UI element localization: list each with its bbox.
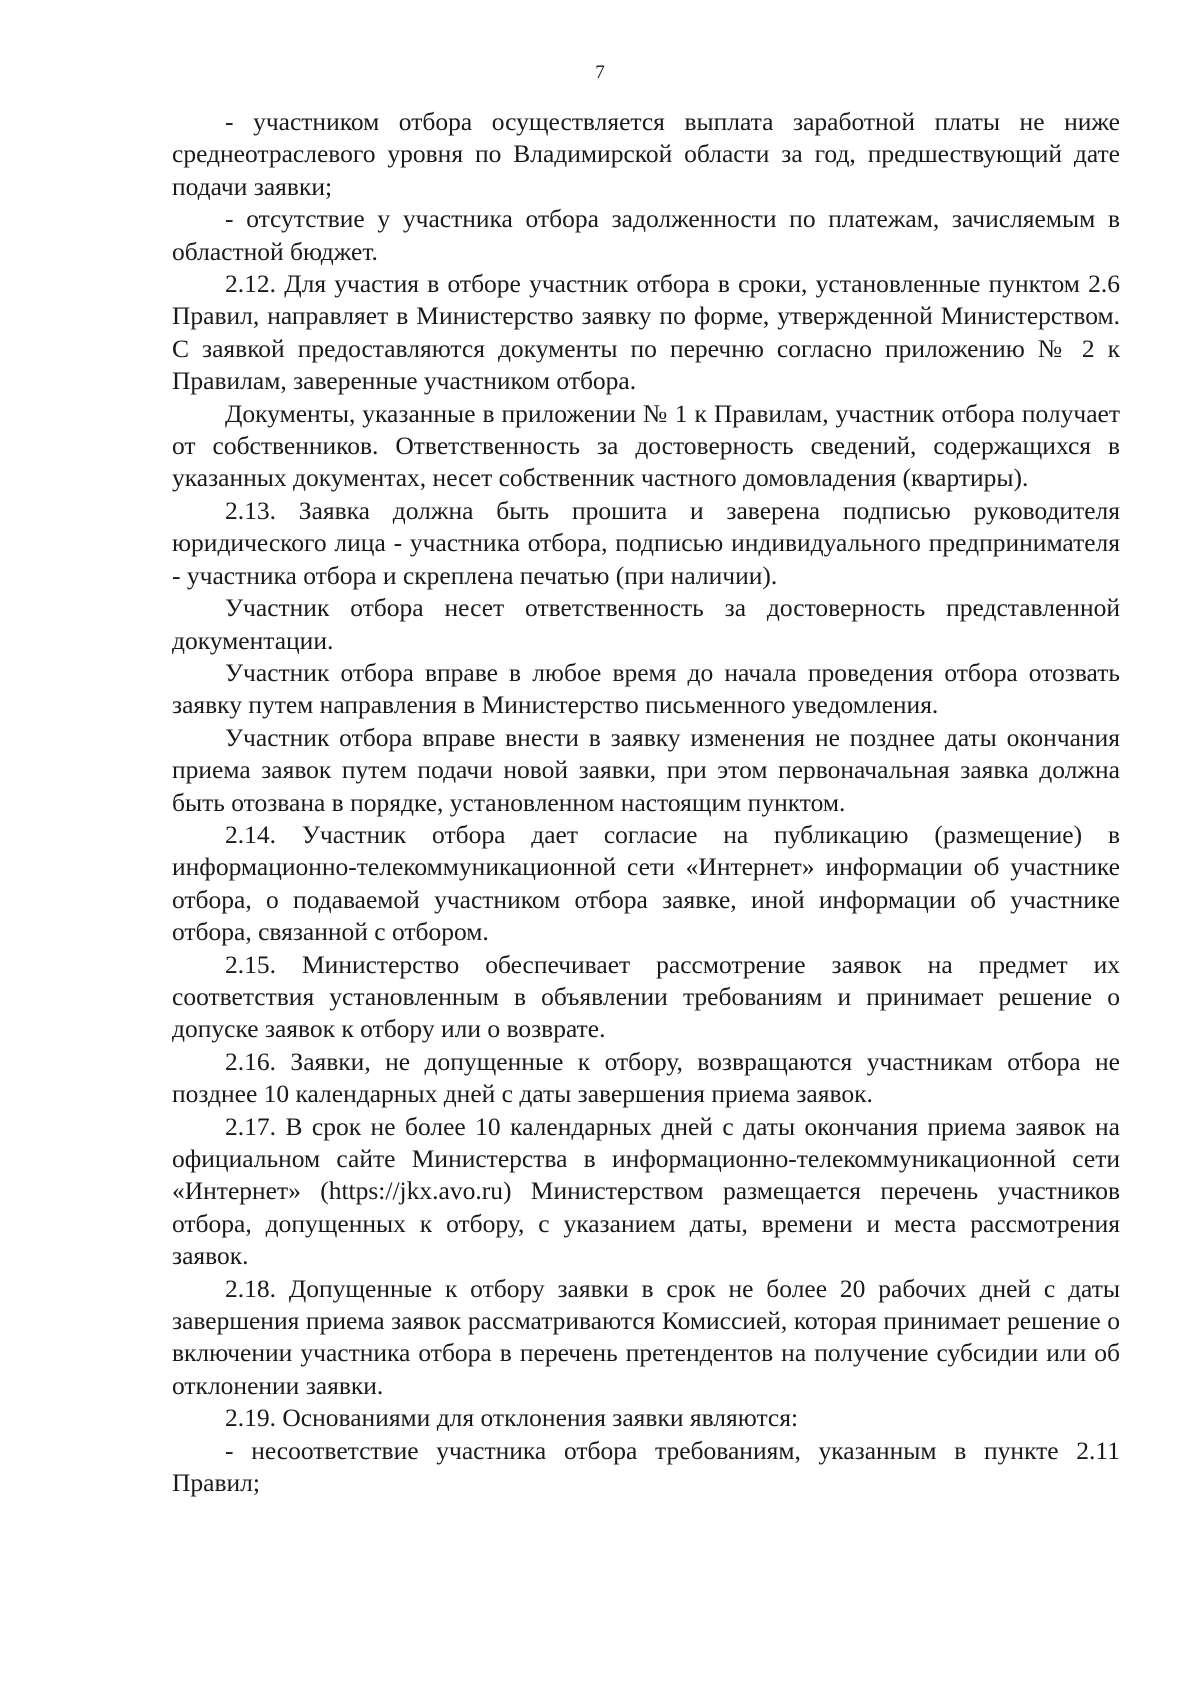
paragraph: Участник отбора вправе внести в заявку изменения не позднее даты окончания приема заявок путем подачи новой заявки, при этом первоначальная заявка должна быть отозвана в порядке, установленном настоящим пунктом. (172, 722, 1120, 817)
document-body (172, 106, 1120, 1499)
paragraph: Документы, указанные в приложении № 1 к Правилам, участник отбора получает от собственников. Ответственность за достоверность сведений, содержащихся в указанных документах, несет собственник частного домовладения (квартиры). (172, 398, 1120, 493)
paragraph: 2.18. Допущенные к отбору заявки в срок не более 20 рабочих дней с даты завершения приема заявок рассматриваются Комиссией, которая принимает решение о включении участника отбора в перечень претендентов на получение субсидии или об отклонении заявки. (172, 1273, 1120, 1400)
paragraph: 2.19. Основаниями для отклонения заявки являются: (225, 1403, 799, 1433)
paragraph: 2.17. В срок не более 10 календарных дней с даты окончания приема заявок на официальном сайте Министерства в информационно-телекоммуникационной сети «Интернет» (https://jkx.avo.ru) Министерством размещается перечень участников отбора, допущенных к отбору, с указанием даты, времени и места рассмотрения заявок. (172, 1111, 1120, 1271)
paragraph: - несоответствие участника отбора требованиям, указанным в пункте 2.11 Правил; (172, 1435, 1120, 1498)
paragraph: 2.12. Для участия в отборе участник отбора в сроки, установленные пунктом 2.6 Правил, направляет в Министерство заявку по форме, утвержденной Министерством. С заявкой предоставляются документы по перечню согласно приложению № 2 к Правилам, заверенные участником отбора. (172, 269, 1120, 396)
page-number: 7 (595, 62, 605, 83)
paragraph: 2.13. Заявка должна быть прошита и заверена подписью руководителя юридического лица - участника отбора, подписью индивидуального предпринимателя - участника отбора и скреплена печатью (при наличии). (172, 495, 1120, 590)
paragraph: 2.16. Заявки, не допущенные к отбору, возвращаются участникам отбора не позднее 10 календарных дней с даты завершения приема заявок. (172, 1046, 1120, 1109)
paragraph: Участник отбора вправе в любое время до начала проведения отбора отозвать заявку путем направления в Министерство письменного уведомления. (172, 657, 1120, 720)
paragraph: - участником отбора осуществляется выплата заработной платы не ниже среднеотраслевого уровня по Владимирской области за год, предшествующий дате подачи заявки; (172, 107, 1120, 201)
paragraph: Участник отбора несет ответственность за достоверность представленной документации. (172, 593, 1120, 655)
paragraph: 2.14. Участник отбора дает согласие на публикацию (размещение) в информационно-телекоммуникационной сети «Интернет» информации об участнике отбора, о подаваемой участником отбора заявке, иной информации об участнике отбора, связанной с отбором. (172, 819, 1120, 947)
paragraph: - отсутствие у участника отбора задолженности по платежам, зачисляемым в областной бюджет. (172, 204, 1120, 266)
paragraph: 2.15. Министерство обеспечивает рассмотрение заявок на предмет их соответствия установленным в объявлении требованиям и принимает решение о допуске заявок к отбору или о возврате. (172, 949, 1120, 1044)
